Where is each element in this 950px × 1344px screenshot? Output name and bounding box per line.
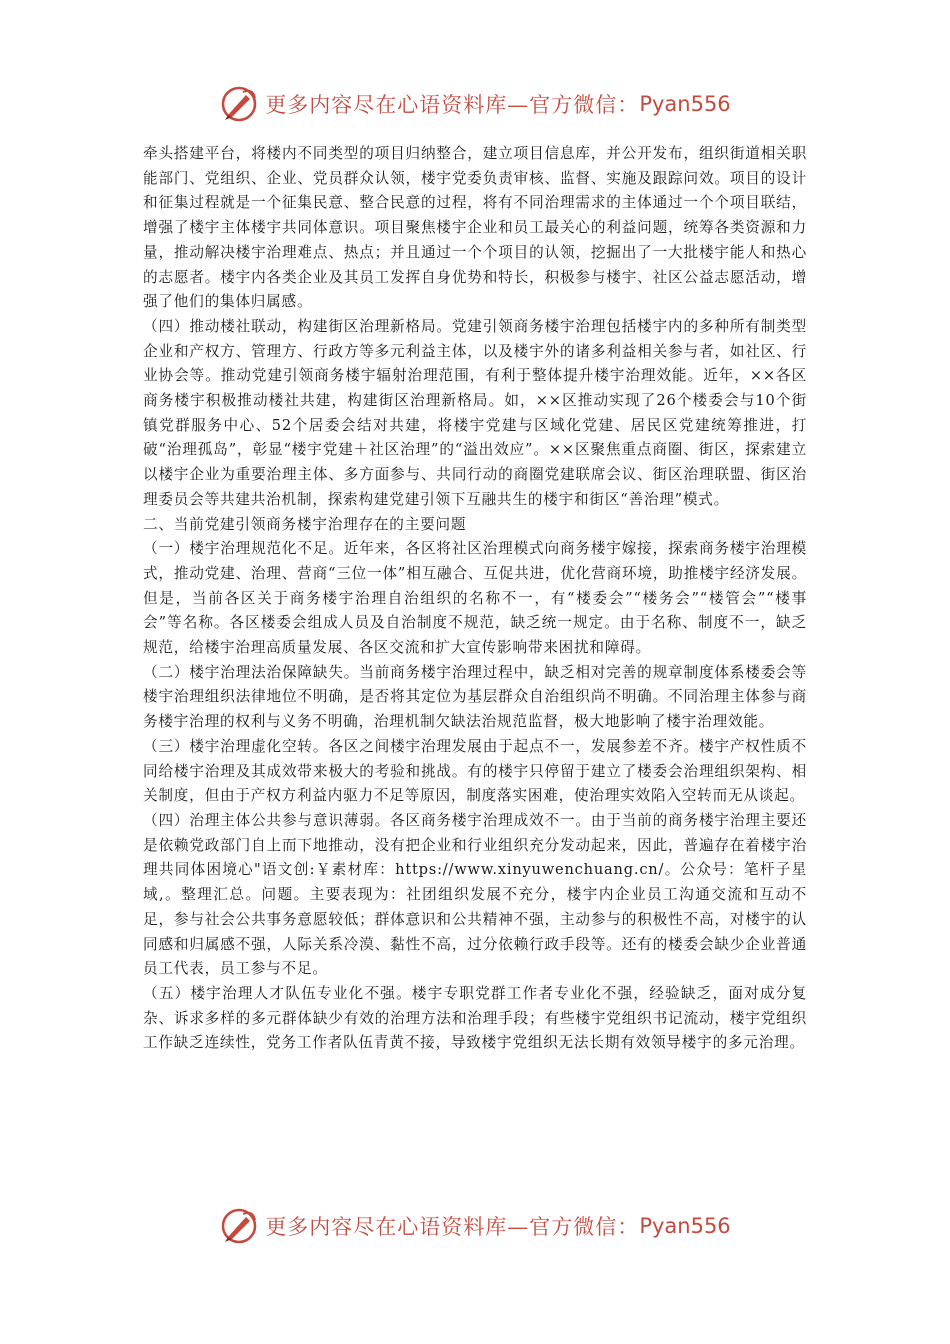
paragraph: （二）楼宇治理法治保障缺失。当前商务楼宇治理过程中，缺乏相对完善的规章制度体系楼委会等楼宇治理组织法律地位不明确，是否将其定位为基层群众自治组织尚不明确。不同治理主体参与商务楼宇治理的权利与义务不明确，治理机制欠缺法治规范监督，极大地影响了楼宇治理效能。: [143, 663, 807, 731]
pen-logo-icon: [219, 1206, 259, 1246]
header-banner: [0, 82, 950, 126]
paragraph: （五）楼宇治理人才队伍专业化不强。楼宇专职党群工作者专业化不强，经验缺乏，面对成分复杂、诉求多样的多元群体缺少有效的治理方法和治理手段；有些楼宇党组织书记流动，楼宇党组织工作缺乏连续性，党务工作者队伍青黄不接，导致楼宇党组织无法长期有效领导楼宇的多元治理。: [143, 984, 807, 1052]
paragraph: （四）治理主体公共参与意识薄弱。各区商务楼宇治理成效不一。由于当前的商务楼宇治理主要还是依赖党政部门自上而下地推动，没有把企业和行业组织充分发动起来，因此，普遍存在着楼宇治理共同体困境心"语文创:￥素材库：https://www.xinyuwenchuang.cn/。公众号：笔杆子星域,。整理汇总。问题。主要表现为：社团组织发展不充分，楼宇内企业员工沟通交流和互动不足，参与社会公共事务意愿较低；群体意识和公共精神不强，主动参与的积极性不高，对楼宇的认同感和归属感不强，人际关系冷漠、黏性不高，过分依赖行政手段等。还有的楼委会缺少企业普通员工代表，员工参与不足。: [143, 811, 807, 978]
section-heading: 二、当前党建引领商务楼宇治理存在的主要问题: [143, 515, 467, 533]
footer-wechat-id: Pyan556: [639, 1214, 731, 1238]
footer-banner: [0, 1204, 950, 1248]
header-wechat-id: Pyan556: [639, 92, 731, 116]
paragraph: 牵头搭建平台，将楼内不同类型的项目归纳整合，建立项目信息库，并公开发布，组织街道相关职能部门、党组织、企业、党员群众认领，楼宇党委负责审核、监督、实施及跟踪问效。项目的设计和征集过程就是一个征集民意、整合民意的过程，将有不同治理需求的主体通过一个个项目联结，增强了楼宇主体楼宇共同体意识。项目聚焦楼宇企业和员工最关心的利益问题，统筹各类资源和力量，推动解决楼宇治理难点、热点；并且通过一个个项目的认领，挖掘出了一大批楼宇能人和热心的志愿者。楼宇内各类企业及其员工发挥自身优势和特长，积极参与楼宇、社区公益志愿活动，增强了他们的集体归属感。: [143, 145, 807, 311]
header-text: 更多内容尽在心语资料库—官方微信：: [265, 93, 640, 117]
paragraph: （三）楼宇治理虚化空转。各区之间楼宇治理发展由于起点不一，发展参差不齐。楼宇产权性质不同给楼宇治理及其成效带来极大的考验和挑战。有的楼宇只停留于建立了楼委会治理组织架构、相关制度，但由于产权方利益内驱力不足等原因，制度落实困难，使治理实效陷入空转而无从谈起。: [143, 737, 807, 805]
document-body: [143, 142, 807, 1056]
paragraph: （一）楼宇治理规范化不足。近年来，各区将社区治理模式向商务楼宇嫁接，探索商务楼宇治理模式，推动党建、治理、营商“三位一体”相互融合、互促共进，优化营商环境，助推楼宇经济发展。但是，当前各区关于商务楼宇治理自治组织的名称不一，有“楼委会”“楼务会”“楼管会”“楼事会”等名称。各区楼委会组成人员及自治制度不规范，缺乏统一规定。由于名称、制度不一，缺乏规范，给楼宇治理高质量发展、各区交流和扩大宣传影响带来困扰和障碍。: [143, 540, 807, 657]
footer-text: 更多内容尽在心语资料库—官方微信：: [265, 1215, 640, 1239]
paragraph: （四）推动楼社联动，构建街区治理新格局。党建引领商务楼宇治理包括楼宇内的多种所有制类型企业和产权方、管理方、行政方等多元利益主体，以及楼宇外的诸多利益相关参与者，如社区、行业协会等。推动党建引领商务楼宇辐射治理范围，有利于整体提升楼宇治理效能。近年，××各区商务楼宇积极推动楼社共建，构建街区治理新格局。如，××区推动实现了26个楼委会与10个街镇党群服务中心、52个居委会结对共建，将楼宇党建与区域化党建、居民区党建统筹推进，打破“治理孤岛”，彰显“楼宇党建＋社区治理”的“溢出效应”。××区聚焦重点商圈、街区，探索建立以楼宇企业为重要治理主体、多方面参与、共同行动的商圈党建联席会议、街区治理联盟、街区治理委员会等共建共治机制，探索构建党建引领下互融共生的楼宇和街区“善治理”模式。: [143, 317, 807, 508]
pen-logo-icon: [219, 84, 259, 124]
